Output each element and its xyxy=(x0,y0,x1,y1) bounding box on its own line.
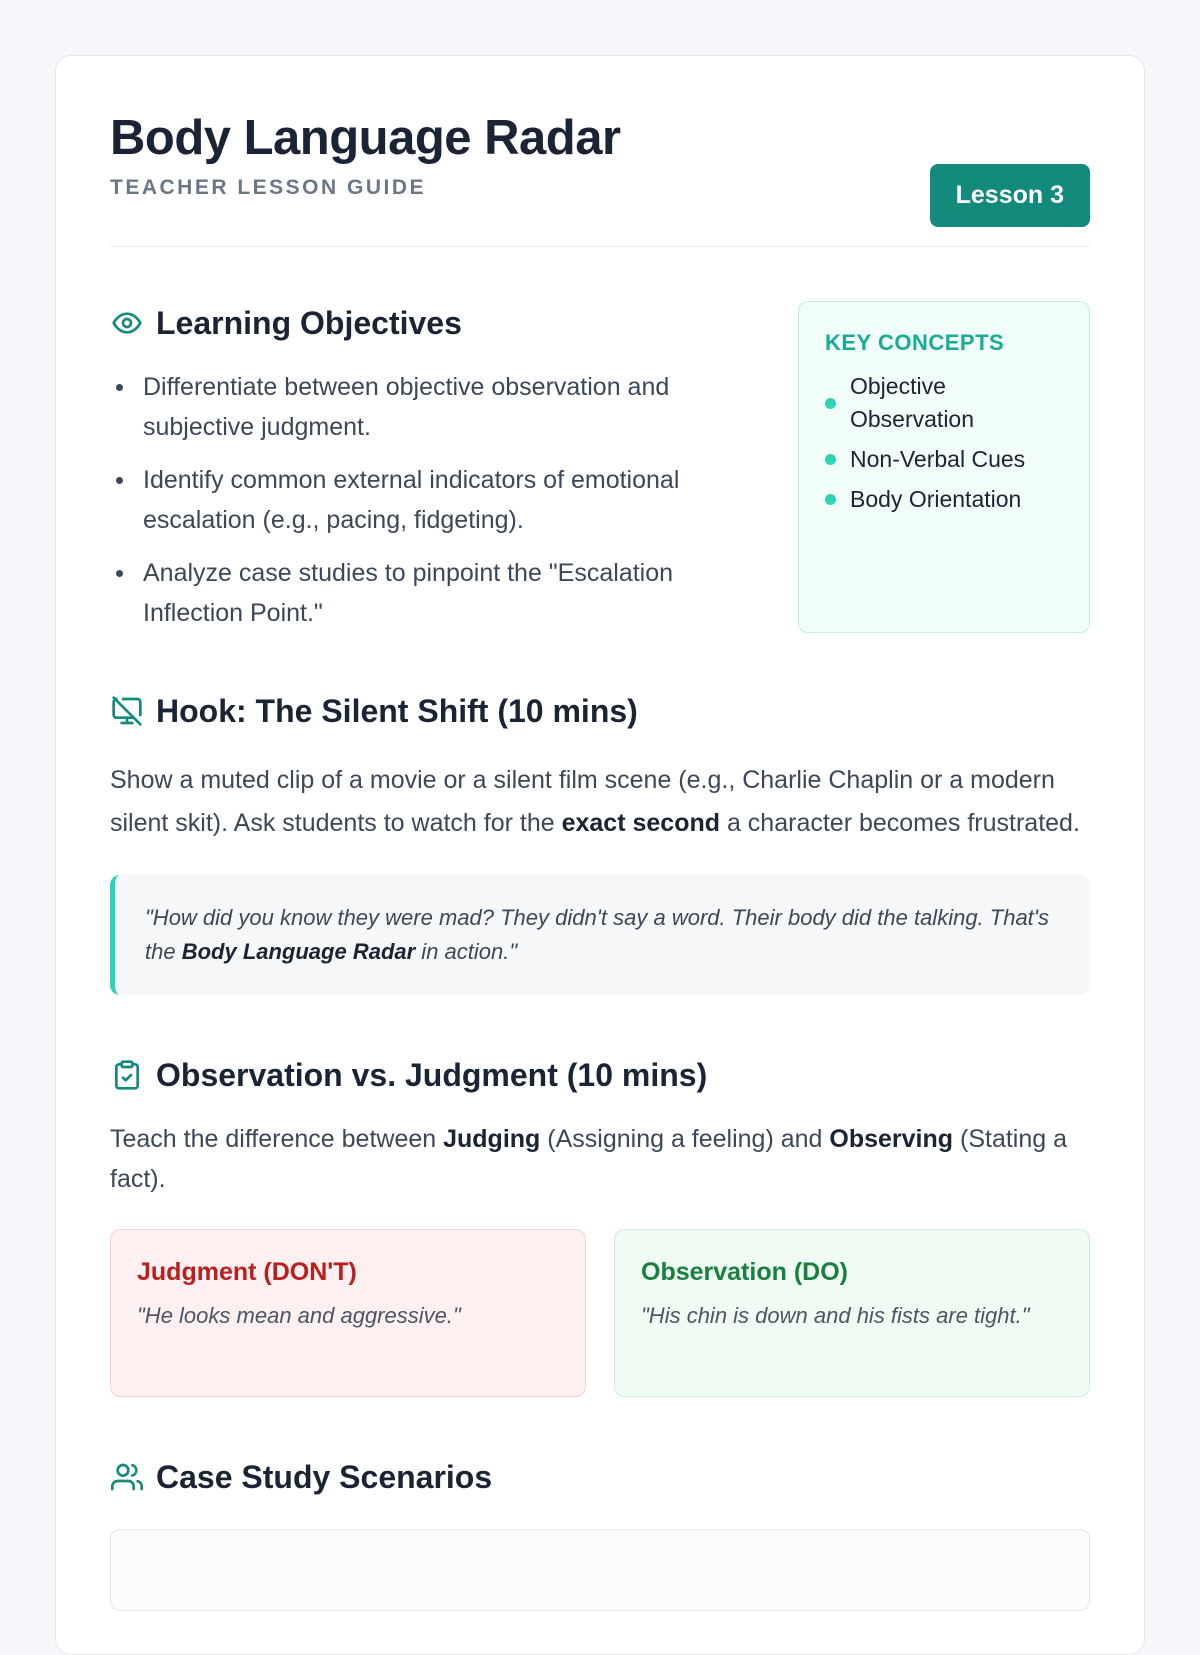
users-icon xyxy=(110,1460,144,1494)
quote-text-bold: Body Language Radar xyxy=(181,939,416,964)
objectives-row xyxy=(110,301,1090,631)
hook-text: Show a muted clip of a movie or a silent film scene (e.g., Charlie Chaplin or a modern silent skit). Ask students to watch for the xyxy=(110,766,1055,837)
header xyxy=(110,110,1090,247)
hook-quote xyxy=(110,875,1090,995)
case-study-card xyxy=(110,1529,1090,1611)
page-subtitle: TEACHER LESSON GUIDE xyxy=(110,176,427,199)
obs-text: Teach the difference between xyxy=(110,1125,444,1153)
key-concept-item xyxy=(825,483,1063,516)
key-concepts-box xyxy=(798,301,1090,633)
lesson-badge: Lesson 3 xyxy=(930,164,1090,227)
case-study-heading xyxy=(110,1455,1090,1499)
bullet-dot-icon xyxy=(825,454,836,465)
observation-paragraph xyxy=(110,1119,1090,1199)
objectives-list xyxy=(110,367,750,633)
eye-icon xyxy=(110,306,144,340)
observation-title: Observation vs. Judgment (10 mins) xyxy=(156,1056,708,1093)
hook-paragraph xyxy=(110,759,1090,845)
observation-section xyxy=(110,1053,1090,1397)
key-concepts-title: KEY CONCEPTS xyxy=(825,330,1005,355)
case-study-title: Case Study Scenarios xyxy=(156,1458,493,1495)
clipboard-check-icon xyxy=(110,1058,144,1092)
lesson-guide-card xyxy=(55,55,1145,1655)
objective-item: Differentiate between objective observation and subjective judgment. xyxy=(110,367,750,447)
objective-item: Analyze case studies to pinpoint the "Escalation Inflection Point." xyxy=(110,553,750,633)
judgment-example: "He looks mean and aggressive." xyxy=(137,1303,461,1328)
bullet-dot-icon xyxy=(825,398,836,409)
objective-item: Identify common external indicators of emotional escalation (e.g., pacing, fidgeting). xyxy=(110,460,750,540)
key-concept-item xyxy=(825,443,1063,476)
key-concept-item xyxy=(825,370,1063,436)
key-concept-label: Body Orientation xyxy=(850,486,1022,512)
comparison-cards xyxy=(110,1229,1090,1397)
judgment-card xyxy=(110,1229,586,1397)
quote-text: in action." xyxy=(415,939,518,964)
hook-heading xyxy=(110,689,1090,733)
observation-example: "His chin is down and his fists are tight." xyxy=(641,1303,1030,1328)
learning-objectives xyxy=(110,301,750,646)
hook-text: a character becomes frustrated. xyxy=(720,809,1080,837)
objectives-heading xyxy=(110,301,750,345)
obs-text: (Stating a fact). xyxy=(110,1125,1067,1193)
page-title: Body Language Radar xyxy=(110,111,621,165)
hook-title: Hook: The Silent Shift (10 mins) xyxy=(156,692,638,729)
hook-section xyxy=(110,689,1090,995)
case-study-section xyxy=(110,1455,1090,1611)
key-concept-label: Non-Verbal Cues xyxy=(850,446,1026,472)
bullet-dot-icon xyxy=(825,494,836,505)
monitor-off-icon xyxy=(110,694,144,728)
observation-card-title: Observation (DO) xyxy=(641,1258,848,1286)
quote-text: "How did you know they were mad? They didn't say a word. Their body did the talking. That's the xyxy=(145,905,1049,964)
obs-text-bold: Observing xyxy=(829,1125,954,1153)
key-concepts-list xyxy=(825,370,1063,516)
objectives-title: Learning Objectives xyxy=(156,304,462,341)
observation-card xyxy=(614,1229,1090,1397)
key-concept-label: Objective Observation xyxy=(850,373,975,432)
obs-text: (Assigning a feeling) and xyxy=(540,1125,830,1153)
judgment-title: Judgment (DON'T) xyxy=(137,1258,357,1286)
hook-text-bold: exact second xyxy=(561,809,721,837)
obs-text-bold: Judging xyxy=(443,1125,541,1153)
observation-heading xyxy=(110,1053,1090,1097)
